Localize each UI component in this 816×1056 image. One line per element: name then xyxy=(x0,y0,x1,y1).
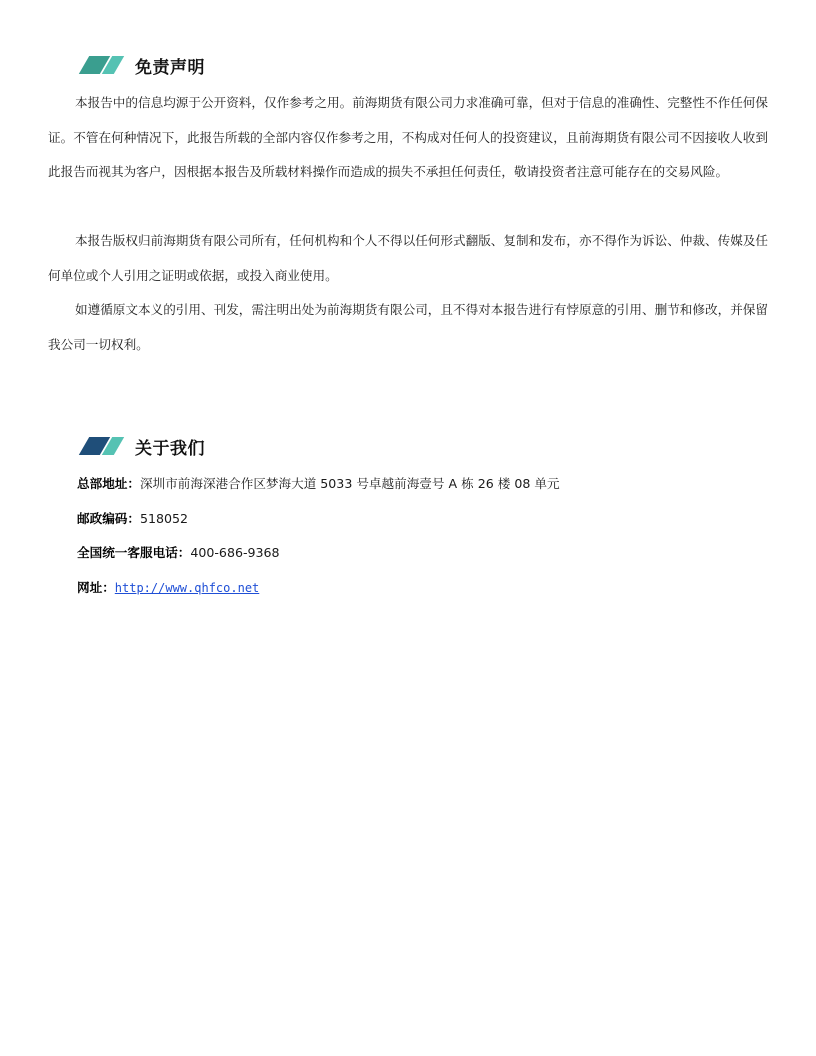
postcode-value: 518052 xyxy=(139,511,189,526)
disclaimer-header xyxy=(79,53,205,77)
about-header xyxy=(79,434,205,458)
hotline-value: 400-686-9368 xyxy=(190,545,280,560)
disclaimer-paragraph-2: 本报告版权归前海期货有限公司所有，任何机构和个人不得以任何形式翻版、复制和发布，亦不得作为诉讼、仲裁、传媒及任何单位或个人引用之证明或依据，或投入商业使用。 xyxy=(48,233,768,283)
postcode-line xyxy=(77,509,188,529)
postcode-label: 邮政编码： xyxy=(77,511,140,526)
disclaimer-paragraph-1: 本报告中的信息均源于公开资料，仅作参考之用。前海期货有限公司力求准确可靠，但对于信息的准确性、完整性不作任何保证。不管在何种情况下，此报告所载的全部内容仅作参考之用，不构成对任何人的投资建议，且前海期货有限公司不因接收人收到此报告而视其为客户，因根据本报告及所载材料操作而造成的损失不承担任何责任，敬请投资者注意可能存在的交易风险。 xyxy=(48,95,768,179)
about-title: 关于我们 xyxy=(135,438,205,459)
address-value: 深圳市前海深港合作区梦海大道 5033 号卓越前海壹号 A 栋 26 楼 08 单元 xyxy=(139,476,560,491)
section-bars-icon xyxy=(79,437,125,455)
section-bars-icon xyxy=(79,56,125,74)
hotline-label: 全国统一客服电话： xyxy=(77,545,191,560)
address-line xyxy=(77,474,560,494)
address-label: 总部地址： xyxy=(77,476,140,491)
website-line xyxy=(77,578,259,598)
disclaimer-title: 免责声明 xyxy=(135,57,205,78)
hotline-line xyxy=(77,543,280,563)
website-link[interactable]: http://www.qhfco.net xyxy=(114,581,260,595)
disclaimer-paragraph-3: 如遵循原文本义的引用、刊发，需注明出处为前海期货有限公司，且不得对本报告进行有悖原意的引用、删节和修改，并保留我公司一切权利。 xyxy=(48,302,768,352)
website-label: 网址： xyxy=(77,580,115,595)
